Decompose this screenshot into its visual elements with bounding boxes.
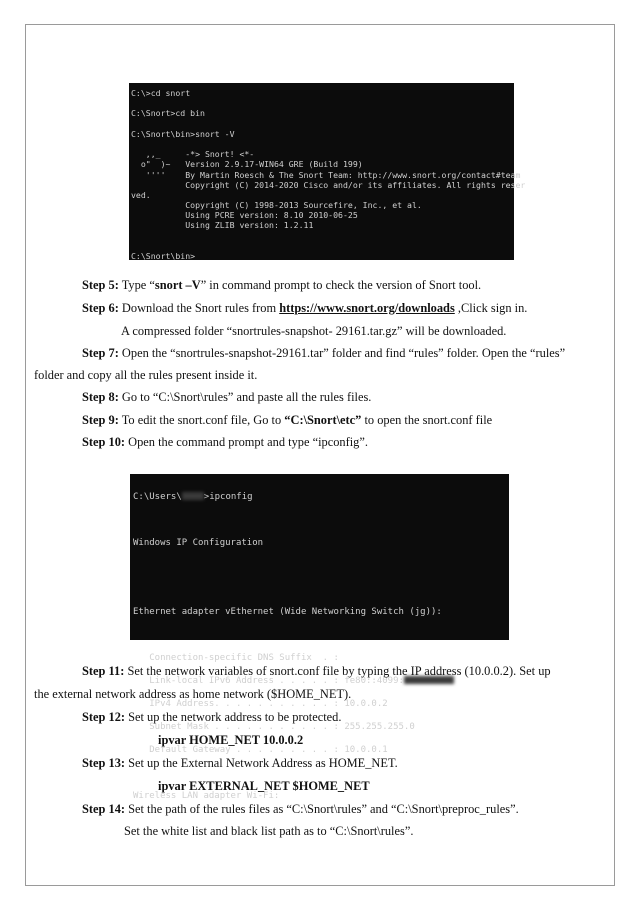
terminal-line: C:\>cd snort [131, 88, 191, 98]
terminal-line: Using ZLIB version: 1.2.11 [131, 220, 314, 231]
step-8 [82, 390, 371, 405]
step-8-text: Go to “C:\Snort\rules” and paste all the rules files. [118, 390, 372, 404]
home-net-code: ipvar HOME_NET 10.0.0.2 [158, 733, 304, 747]
step-9 [82, 413, 492, 428]
ipv6-address: Link-local IPv6 Address . . . . . : fe80::4099: [130, 676, 509, 688]
ipconfig-prompt: C:\Users\ >ipconfig [133, 491, 253, 502]
step-6-label: Step 6: [82, 301, 119, 315]
step-9-label: Step 9: [82, 413, 119, 427]
step-11-line-2: the external network address as home network ($HOME_NET). [34, 687, 352, 701]
step-7-line-2: folder and copy all the rules present inside it. [34, 368, 258, 382]
ipconfig-title: Windows IP Configuration [133, 537, 264, 548]
default-gateway: Default Gateway . . . . . . . . . : 10.0.0.1 [133, 744, 388, 755]
step-14-text: Set the path of the rules files as “C:\Snort\rules” and “C:\Snort\preproc_rules”. [125, 802, 519, 816]
step-5-label: Step 5: [82, 278, 119, 292]
step-6 [82, 301, 527, 316]
external-net-code: ipvar EXTERNAL_NET $HOME_NET [158, 779, 370, 793]
step-9-text-end: to open the snort.conf file [361, 413, 493, 427]
step-5-command: snort –V [154, 278, 201, 292]
terminal-line [129, 119, 514, 129]
step-5-text-end: ” in command prompt to check the version of Snort tool. [200, 278, 482, 292]
step-6-text-end: ,Click sign in. [454, 301, 528, 315]
terminal-snort-version [129, 83, 526, 261]
ethernet-adapter: Ethernet adapter vEthernet (Wide Networking Switch (jg)): [133, 606, 442, 617]
terminal-line [129, 98, 514, 108]
step-11-line-1 [82, 664, 551, 679]
step-14-label: Step 14: [82, 802, 126, 816]
terminal-line: C:\Snort>cd bin [131, 108, 205, 119]
redacted-username [182, 492, 204, 500]
step-14 [82, 802, 519, 817]
step-5 [82, 278, 481, 293]
snort-downloads-link[interactable]: https://www.snort.org/downloads [279, 301, 455, 315]
wifi-adapter: Wireless LAN adapter Wi-Fi: [133, 790, 280, 801]
step-14-note: Set the white list and black list path as to “C:\Snort\rules”. [124, 824, 414, 838]
step-13-label: Step 13: [82, 756, 126, 770]
step-7-line-1 [82, 346, 565, 361]
step-12-text: Set up the network address to be protected. [125, 710, 342, 724]
step-7-label: Step 7: [82, 346, 119, 360]
step-11-label: Step 11: [82, 664, 125, 678]
step-10 [82, 435, 368, 450]
step-7-text: Open the “snortrules-snapshot-29161.tar” folder and find “rules” folder. Open the “rules” [118, 346, 566, 360]
step-12-label: Step 12: [82, 710, 126, 724]
terminal-line: C:\Snort\bin>snort -V [131, 128, 235, 139]
terminal-line: Using PCRE version: 8.10 2010-06-25 [131, 210, 358, 221]
step-9-path: “C:\Snort\etc” [284, 413, 362, 427]
ipv4-address: IPv4 Address. . . . . . . . . . . : 10.0.0.2 [133, 698, 388, 709]
dns-suffix: Connection-specific DNS Suffix . : [133, 652, 339, 663]
step-6-note: A compressed folder “snortrules-snapshot- 29161.tar.gz” will be downloaded. [121, 324, 507, 338]
terminal-line: Copyright (C) 2014-2020 Cisco and/or its affiliates. All rights reser [131, 179, 526, 190]
terminal-line [129, 139, 514, 149]
step-13-code [158, 779, 370, 794]
terminal-line: Copyright (C) 1998-2013 Sourcefire, Inc., et al. [131, 200, 422, 211]
step-6-text: Download the Snort rules from [118, 301, 280, 315]
step-8-label: Step 8: [82, 390, 119, 404]
step-13-text: Set up the External Network Address as HOME_NET. [125, 756, 398, 770]
step-11-text: Set the network variables of snort.conf file by typing the IP address (10.0.0.2). Set up [124, 664, 551, 678]
terminal-line: o" )~ Version 2.9.17-WIN64 GRE (Build 199) [131, 159, 363, 170]
terminal-line: '''' By Martin Roesch & The Snort Team: http://www.snort.org/contact#team [131, 169, 521, 180]
terminal-line [129, 231, 514, 241]
terminal-line [129, 241, 514, 251]
step-12 [82, 710, 341, 725]
terminal-line: C:\Snort\bin> [131, 251, 196, 261]
terminal-line: ved. [131, 189, 151, 200]
step-5-text: Type “ [118, 278, 155, 292]
step-9-text: To edit the snort.conf file, Go to [118, 413, 285, 427]
step-10-text: Open the command prompt and type “ipconfig”. [125, 435, 368, 449]
step-12-code [158, 733, 303, 748]
step-10-label: Step 10: [82, 435, 126, 449]
terminal-line: ,,_ -*> Snort! <*- [131, 149, 255, 160]
subnet-mask: Subnet Mask . . . . . . . . . . . : 255.255.255.0 [133, 721, 415, 732]
step-13 [82, 756, 398, 771]
